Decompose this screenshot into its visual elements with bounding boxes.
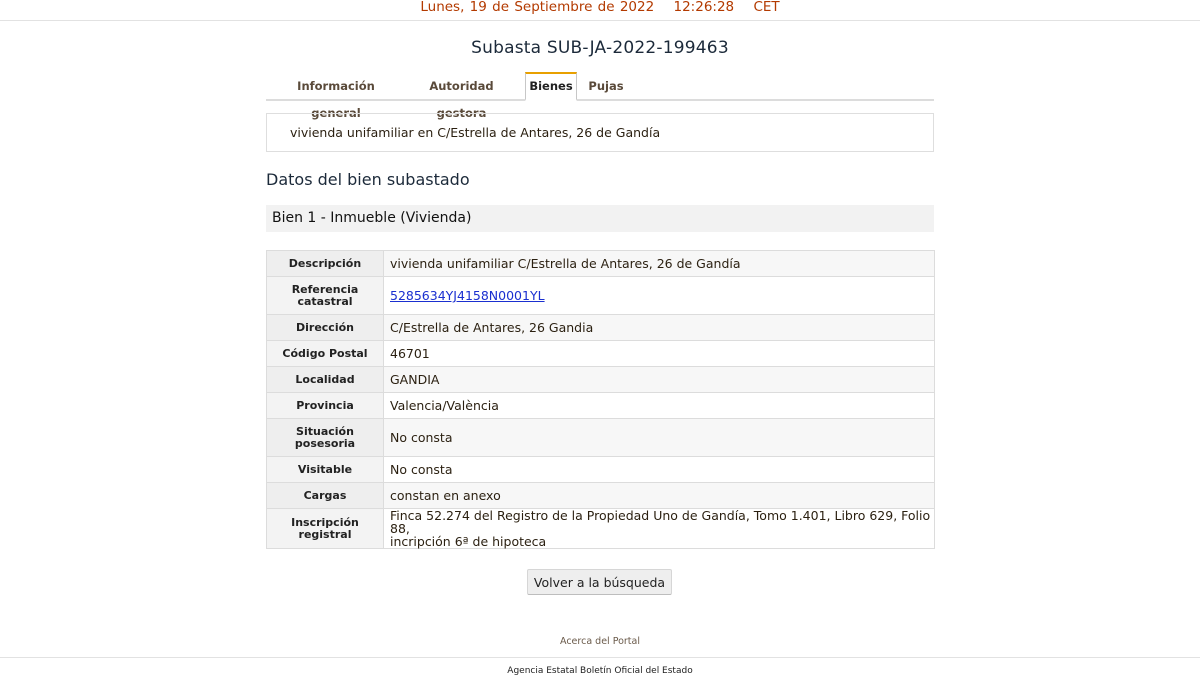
- row-value-inscripcion-registral: [384, 509, 935, 549]
- value-line: incripción 6ª de hipoteca: [390, 534, 547, 549]
- row-label-descripcion: Descripción: [267, 251, 384, 277]
- page-title: Subasta SUB-JA-2022-199463: [471, 38, 729, 58]
- table-row: [267, 251, 935, 277]
- row-label-situacion-posesoria: [267, 419, 384, 457]
- header-time: 12:26:28: [673, 0, 735, 15]
- table-row: [267, 341, 935, 367]
- header-date: Lunes, 19 de Septiembre de 2022: [420, 0, 655, 15]
- row-value-visitable: No consta: [384, 457, 935, 483]
- row-value-cargas: constan en anexo: [384, 483, 935, 509]
- bien-details-table: [266, 250, 935, 549]
- table-row: [267, 277, 935, 315]
- bien-summary-box: [266, 113, 934, 152]
- label-line: posesoria: [294, 436, 356, 450]
- tab-autoridad-gestora[interactable]: Autoridad gestora: [429, 79, 494, 120]
- back-to-search-button[interactable]: Volver a la búsqueda: [527, 569, 672, 595]
- table-row: [267, 315, 935, 341]
- row-value-provincia: Valencia/València: [384, 393, 935, 419]
- bien-summary-text: vivienda unifamiliar en C/Estrella de Antares, 26 de Gandía: [290, 125, 661, 140]
- row-label-inscripcion-registral: [267, 509, 384, 549]
- table-row: [267, 393, 935, 419]
- row-label-direccion: Dirección: [267, 315, 384, 341]
- footer-bar: [0, 657, 1200, 676]
- section-heading: Datos del bien subastado: [266, 170, 470, 189]
- table-row: [267, 457, 935, 483]
- label-line: Referencia: [291, 282, 359, 296]
- referencia-catastral-link[interactable]: 5285634YJ4158N0001YL: [390, 288, 545, 303]
- header-timezone: CET: [753, 0, 780, 15]
- bien-title: Bien 1 - Inmueble (Vivienda): [272, 210, 472, 226]
- row-label-codigo-postal: Código Postal: [267, 341, 384, 367]
- tab-informacion-general[interactable]: Información general: [297, 79, 375, 120]
- table-row: [267, 509, 935, 549]
- footer-agency[interactable]: Agencia Estatal Boletín Oficial del Estado: [507, 666, 693, 676]
- header-datetime-bar: [0, 0, 1200, 21]
- label-line: Inscripción: [291, 515, 359, 529]
- table-row: [267, 483, 935, 509]
- row-label-visitable: Visitable: [267, 457, 384, 483]
- label-line: catastral: [297, 294, 353, 308]
- label-line: registral: [298, 527, 352, 541]
- table-row: [267, 367, 935, 393]
- value-line: Finca 52.274 del Registro de la Propiedad Uno de Gandía, Tomo 1.401, Libro 629, Folio 88,: [390, 508, 931, 536]
- tab-bienes[interactable]: Bienes: [525, 72, 577, 101]
- row-label-referencia-catastral: [267, 277, 384, 315]
- row-value-referencia-catastral: [384, 277, 935, 315]
- row-value-codigo-postal: 46701: [384, 341, 935, 367]
- row-value-direccion: C/Estrella de Antares, 26 Gandia: [384, 315, 935, 341]
- row-value-descripcion: vivienda unifamiliar C/Estrella de Antares, 26 de Gandía: [384, 251, 935, 277]
- tab-bar: [266, 73, 934, 120]
- label-line: Situación: [296, 424, 354, 438]
- row-label-provincia: Provincia: [267, 393, 384, 419]
- tab-pujas[interactable]: Pujas: [588, 79, 624, 93]
- row-label-localidad: Localidad: [267, 367, 384, 393]
- row-label-cargas: Cargas: [267, 483, 384, 509]
- row-value-situacion-posesoria: No consta: [384, 419, 935, 457]
- row-value-localidad: GANDIA: [384, 367, 935, 393]
- about-portal-link[interactable]: Acerca del Portal: [560, 636, 640, 647]
- table-row: [267, 419, 935, 457]
- bien-title-bar: [266, 205, 934, 232]
